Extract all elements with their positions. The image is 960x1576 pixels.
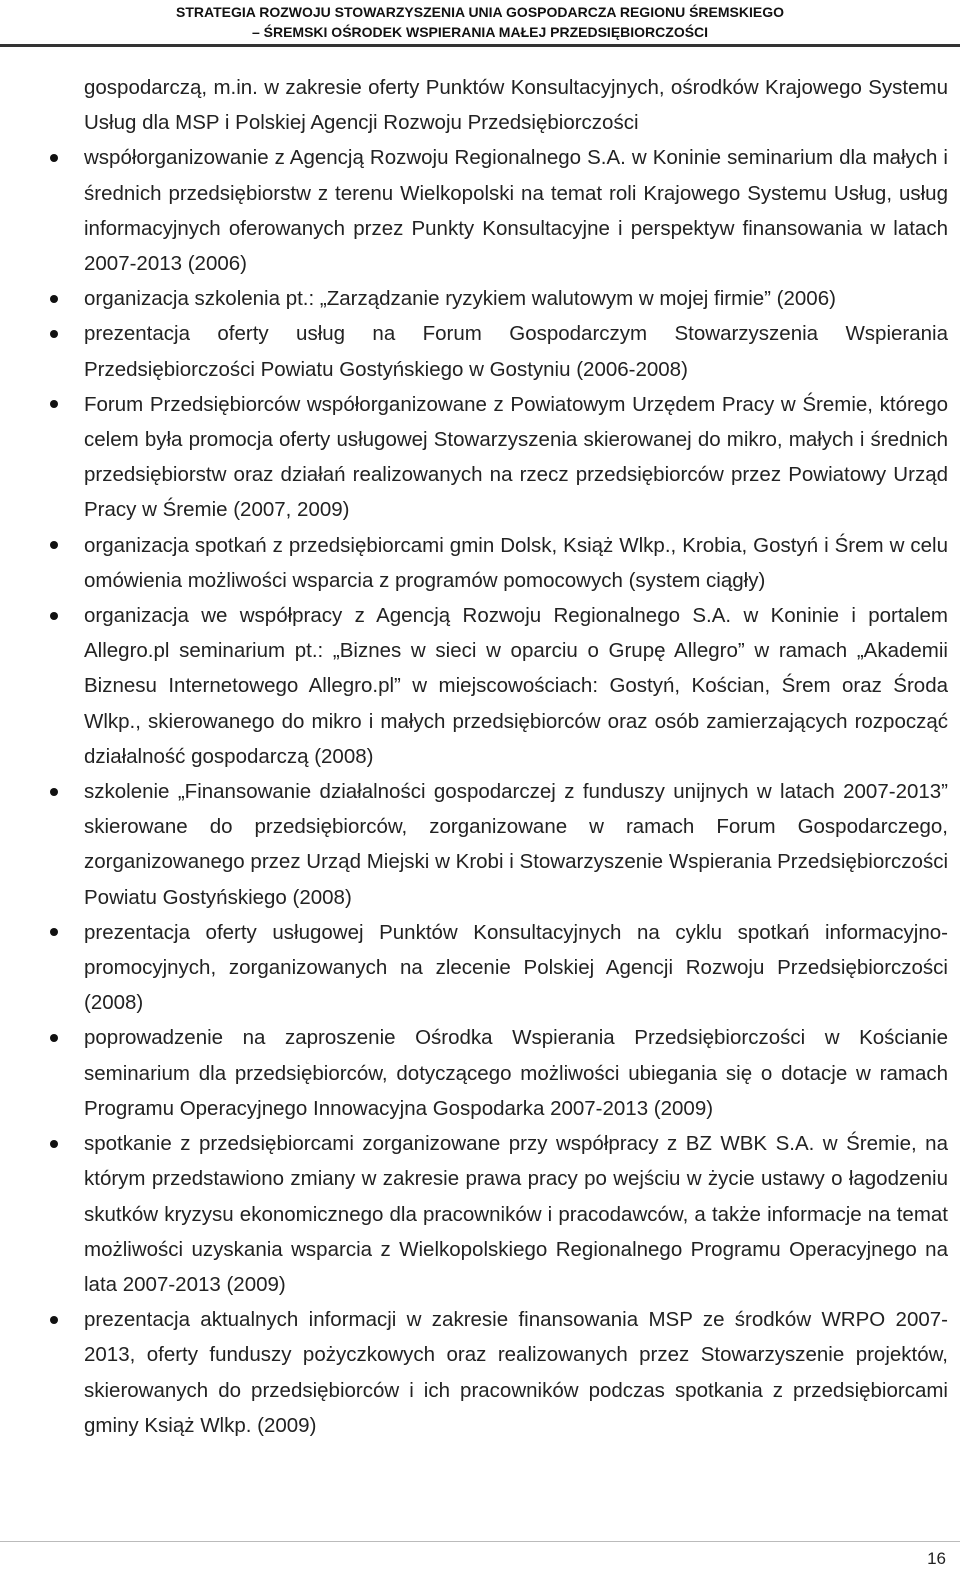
header-divider <box>0 44 960 47</box>
bullet-text: szkolenie „Finansowanie działalności gospodarczej z funduszy unijnych w latach 2007-2013” skierowane do przedsiębiorców, zorganizowane w ramach Forum Gospodarczego, zorganizowanego przez Urząd Miejski w Krobi i Stowarzyszenie Wspierania Przedsiębiorczości Powiatu Gostyńskiego (2008) <box>84 780 948 909</box>
bullet-item <box>84 387 948 528</box>
footer-divider <box>0 1541 960 1542</box>
bullet-item <box>84 281 948 316</box>
bullet-text: prezentacja aktualnych informacji w zakresie finansowania MSP ze środków WRPO 2007-2013, oferty funduszy pożyczkowych oraz realizowanych przez Stowarzyszenie projektów, skierowanych do przedsiębiorców i ich pracowników podczas spotkania z przedsiębiorcami gminy Książ Wlkp. (2009) <box>84 1308 948 1437</box>
continuation-paragraph: gospodarczą, m.in. w zakresie oferty Punktów Konsultacyjnych, ośrodków Krajowego Systemu Usług dla MSP i Polskiej Agencji Rozwoju Przedsiębiorczości <box>84 76 948 135</box>
bullet-text: organizacja spotkań z przedsiębiorcami gmin Dolsk, Książ Wlkp., Krobia, Gostyń i Śrem w celu omówienia możliwości wsparcia z programów pomocowych (system ciągły) <box>84 533 948 592</box>
bullet-item <box>84 140 948 281</box>
bullet-text: spotkanie z przedsiębiorcami zorganizowane przy współpracy z BZ WBK S.A. w Śremie, na którym przedstawiono zmiany w zakresie prawa pracy po wejściu w życie ustawy o łagodzeniu skutków kryzysu ekonomicznego dla pracowników i pracodawców, a także informacje na temat możliwości uzyskania wsparcia z Wielkopolskiego Regionalnego Programu Operacyjnego na lata 2007-2013 (2009) <box>84 1132 948 1296</box>
header-title-line-2: – ŚREMSKI OŚRODEK WSPIERANIA MAŁEJ PRZEDSIĘBIORCZOŚCI <box>251 24 709 40</box>
header-title-line-1: STRATEGIA ROZWOJU STOWARZYSZENIA UNIA GOSPODARCZA REGIONU ŚREMSKIEGO <box>176 4 784 20</box>
bullet-icon <box>48 316 60 351</box>
bullet-icon <box>48 1302 60 1337</box>
page-header <box>0 0 960 42</box>
bullet-text: Forum Przedsiębiorców współorganizowane z Powiatowym Urzędem Pracy w Śremie, którego celem była promocja oferty usługowej Stowarzyszenia skierowanej do mikro, małych i średnich przedsiębiorstw oraz działań realizowanych na rzecz przedsiębiorców przez Powiatowy Urząd Pracy w Śremie (2007, 2009) <box>84 392 948 522</box>
bullet-item <box>84 598 948 774</box>
bullet-item <box>84 316 948 386</box>
bullet-icon <box>48 140 60 175</box>
bullet-icon <box>48 774 60 809</box>
bullet-icon <box>48 528 60 563</box>
bullet-text: prezentacja oferty usług na Forum Gospodarczym Stowarzyszenia Wspierania Przedsiębiorczości Powiatu Gostyńskiego w Gostyniu (2006-2008) <box>84 322 948 381</box>
bullet-icon <box>48 387 60 422</box>
bullet-icon <box>48 1126 60 1161</box>
bullet-item <box>84 528 948 598</box>
bullet-icon <box>48 598 60 633</box>
bullet-icon <box>48 281 60 316</box>
bullet-item <box>84 1302 948 1443</box>
page-number: 16 <box>927 1549 946 1568</box>
bullet-text: prezentacja oferty usługowej Punktów Konsultacyjnych na cyklu spotkań informacyjno-promocyjnych, zorganizowanych na zlecenie Polskiej Agencji Rozwoju Przedsiębiorczości (2008) <box>84 920 948 1015</box>
bullet-icon <box>48 1020 60 1055</box>
bullet-item <box>84 774 948 915</box>
bullet-text: organizacja szkolenia pt.: „Zarządzanie ryzykiem walutowym w mojej firmie” (2006) <box>84 287 836 311</box>
bullet-text: współorganizowanie z Agencją Rozwoju Regionalnego S.A. w Koninie seminarium dla małych i średnich przedsiębiorstw z terenu Wielkopolski na temat roli Krajowego Systemu Usług, usług informacyjnych oferowanych przez Punkty Konsultacyjne i perspektyw finansowania w latach 2007-2013 (2006) <box>84 146 948 276</box>
bullet-item <box>84 915 948 1021</box>
bullet-text: poprowadzenie na zaproszenie Ośrodka Wspierania Przedsiębiorczości w Kościanie seminarium dla przedsiębiorców, dotyczącego możliwości ubiegania się o dotacje w ramach Programu Operacyjnego Innowacyjna Gospodarka 2007-2013 (2009) <box>84 1026 948 1120</box>
bullet-item <box>84 1020 948 1126</box>
document-body <box>84 70 948 1443</box>
bullet-icon <box>48 915 60 950</box>
bullet-item <box>84 1126 948 1302</box>
bullet-text: organizacja we współpracy z Agencją Rozwoju Regionalnego S.A. w Koninie i portalem Allegro.pl seminarium pt.: „Biznes w sieci w oparciu o Grupę Allegro” w ramach „Akademii Biznesu Internetowego Allegro.pl” w miejscowościach: Gostyń, Kościan, Śrem oraz Środa Wlkp., skierowanego do mikro i małych przedsiębiorców oraz osób zamierzających rozpocząć działalność gospodarczą (2008) <box>84 604 948 768</box>
